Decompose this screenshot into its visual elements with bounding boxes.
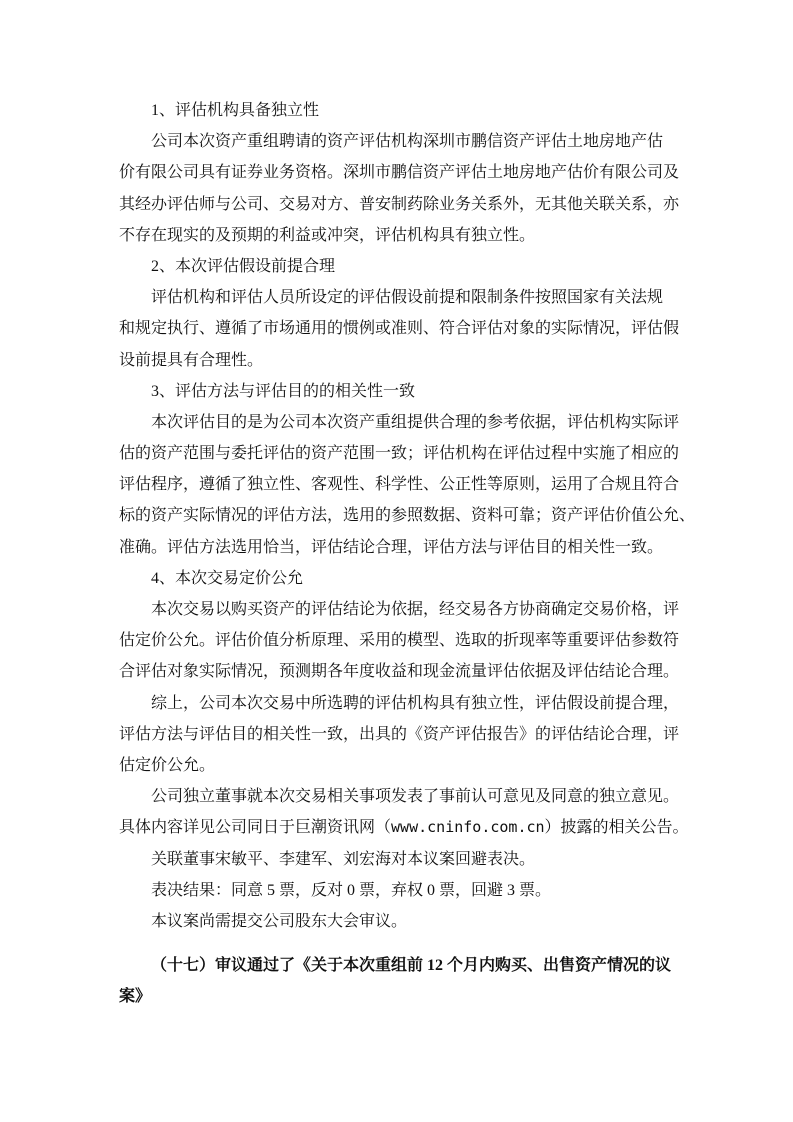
text-run: ）披露的相关公告。 bbox=[544, 819, 689, 837]
resolution-heading bbox=[119, 950, 679, 1012]
paragraph bbox=[119, 126, 679, 251]
paragraph bbox=[119, 594, 679, 688]
document-body bbox=[119, 95, 696, 1012]
heading-line: 案》 bbox=[119, 988, 152, 1006]
text-line: 综上，公司本次交易中所选聘的评估机构具有独立性，评估假设前提合理， bbox=[151, 694, 680, 712]
text-line: 4、本次交易定价公允 bbox=[151, 569, 304, 587]
paragraph bbox=[119, 376, 679, 407]
text-line: 公司独立董事就本次交易相关事项发表了事前认可意见及同意的独立意见。 bbox=[151, 788, 680, 806]
paragraph bbox=[119, 282, 679, 376]
paragraph bbox=[119, 844, 679, 875]
text-line: 评估程序，遵循了独立性、客观性、科学性、公正性等原则，运用了合规且符合 bbox=[119, 476, 680, 494]
paragraph bbox=[119, 875, 679, 906]
text-line: 标的资产实际情况的评估方法，选用的参照数据、资料可靠；资产评估价值公允、 bbox=[119, 507, 696, 525]
paragraph bbox=[119, 688, 679, 782]
paragraph bbox=[119, 563, 679, 594]
text-line: 不存在现实的及预期的利益或冲突，评估机构具有独立性。 bbox=[119, 226, 536, 244]
text-line: 本次交易以购买资产的评估结论为依据，经交易各方协商确定交易价格，评 bbox=[151, 601, 680, 618]
text-line: 和规定执行、遵循了市场通用的惯例或准则、符合评估对象的实际情况，评估假 bbox=[119, 320, 680, 338]
text-line: 评估机构和评估人员所设定的评估假设前提和限制条件按照国家有关法规 bbox=[151, 289, 664, 307]
url-text: www.cninfo.com.cn bbox=[391, 818, 545, 837]
text-line: 价有限公司具有证券业务资格。深圳市鹏信资产评估土地房地产估价有限公司及 bbox=[119, 164, 680, 182]
text-line: 评估方法与评估目的相关性一致，出具的《资产评估报告》的评估结论合理，评 bbox=[119, 725, 680, 743]
paragraph bbox=[119, 781, 689, 843]
text-line: 本次评估目的是为公司本次资产重组提供合理的参考依据，评估机构实际评 bbox=[151, 413, 680, 431]
heading-line: （十七）审议通过了《关于本次重组前 12 个月内购买、出售资产情况的议 bbox=[151, 957, 672, 975]
text-line: 估定价公允。 bbox=[119, 756, 216, 774]
paragraph bbox=[119, 95, 679, 126]
text-line: 设前提具有合理性。 bbox=[119, 351, 264, 369]
paragraph bbox=[119, 906, 679, 937]
paragraph bbox=[119, 407, 696, 563]
text-line: 2、本次评估假设前提合理 bbox=[151, 257, 336, 275]
text-line: 其经办评估师与公司、交易对方、普安制药除业务关系外，无其他关联关系，亦 bbox=[119, 195, 680, 213]
paragraph bbox=[119, 251, 679, 282]
text-line: 估定价公允。评估价值分析原理、采用的模型、选取的折现率等重要评估参数符 bbox=[119, 632, 680, 650]
text-line: 表决结果：同意 5 票，反对 0 票，弃权 0 票，回避 3 票。 bbox=[151, 881, 552, 899]
text-line: 准确。评估方法选用恰当，评估结论合理，评估方法与评估目的相关性一致。 bbox=[119, 538, 664, 556]
text-line: 公司本次资产重组聘请的资产评估机构深圳市鹏信资产评估土地房地产估 bbox=[151, 133, 664, 151]
text-line: 关联董事宋敏平、李建军、刘宏海对本议案回避表决。 bbox=[151, 850, 536, 868]
text-line bbox=[119, 812, 689, 843]
text-line: 合评估对象实际情况，预测期各年度收益和现金流量评估依据及评估结论合理。 bbox=[119, 663, 680, 681]
text-line: 3、评估方法与评估目的的相关性一致 bbox=[151, 382, 416, 400]
text-run: 具体内容详见公司同日于巨潮资讯网（ bbox=[119, 819, 392, 837]
text-line: 1、评估机构具备独立性 bbox=[151, 102, 320, 119]
text-line: 本议案尚需提交公司股东大会审议。 bbox=[151, 912, 408, 930]
text-line: 估的资产范围与委托评估的资产范围一致；评估机构在评估过程中实施了相应的 bbox=[119, 445, 680, 463]
